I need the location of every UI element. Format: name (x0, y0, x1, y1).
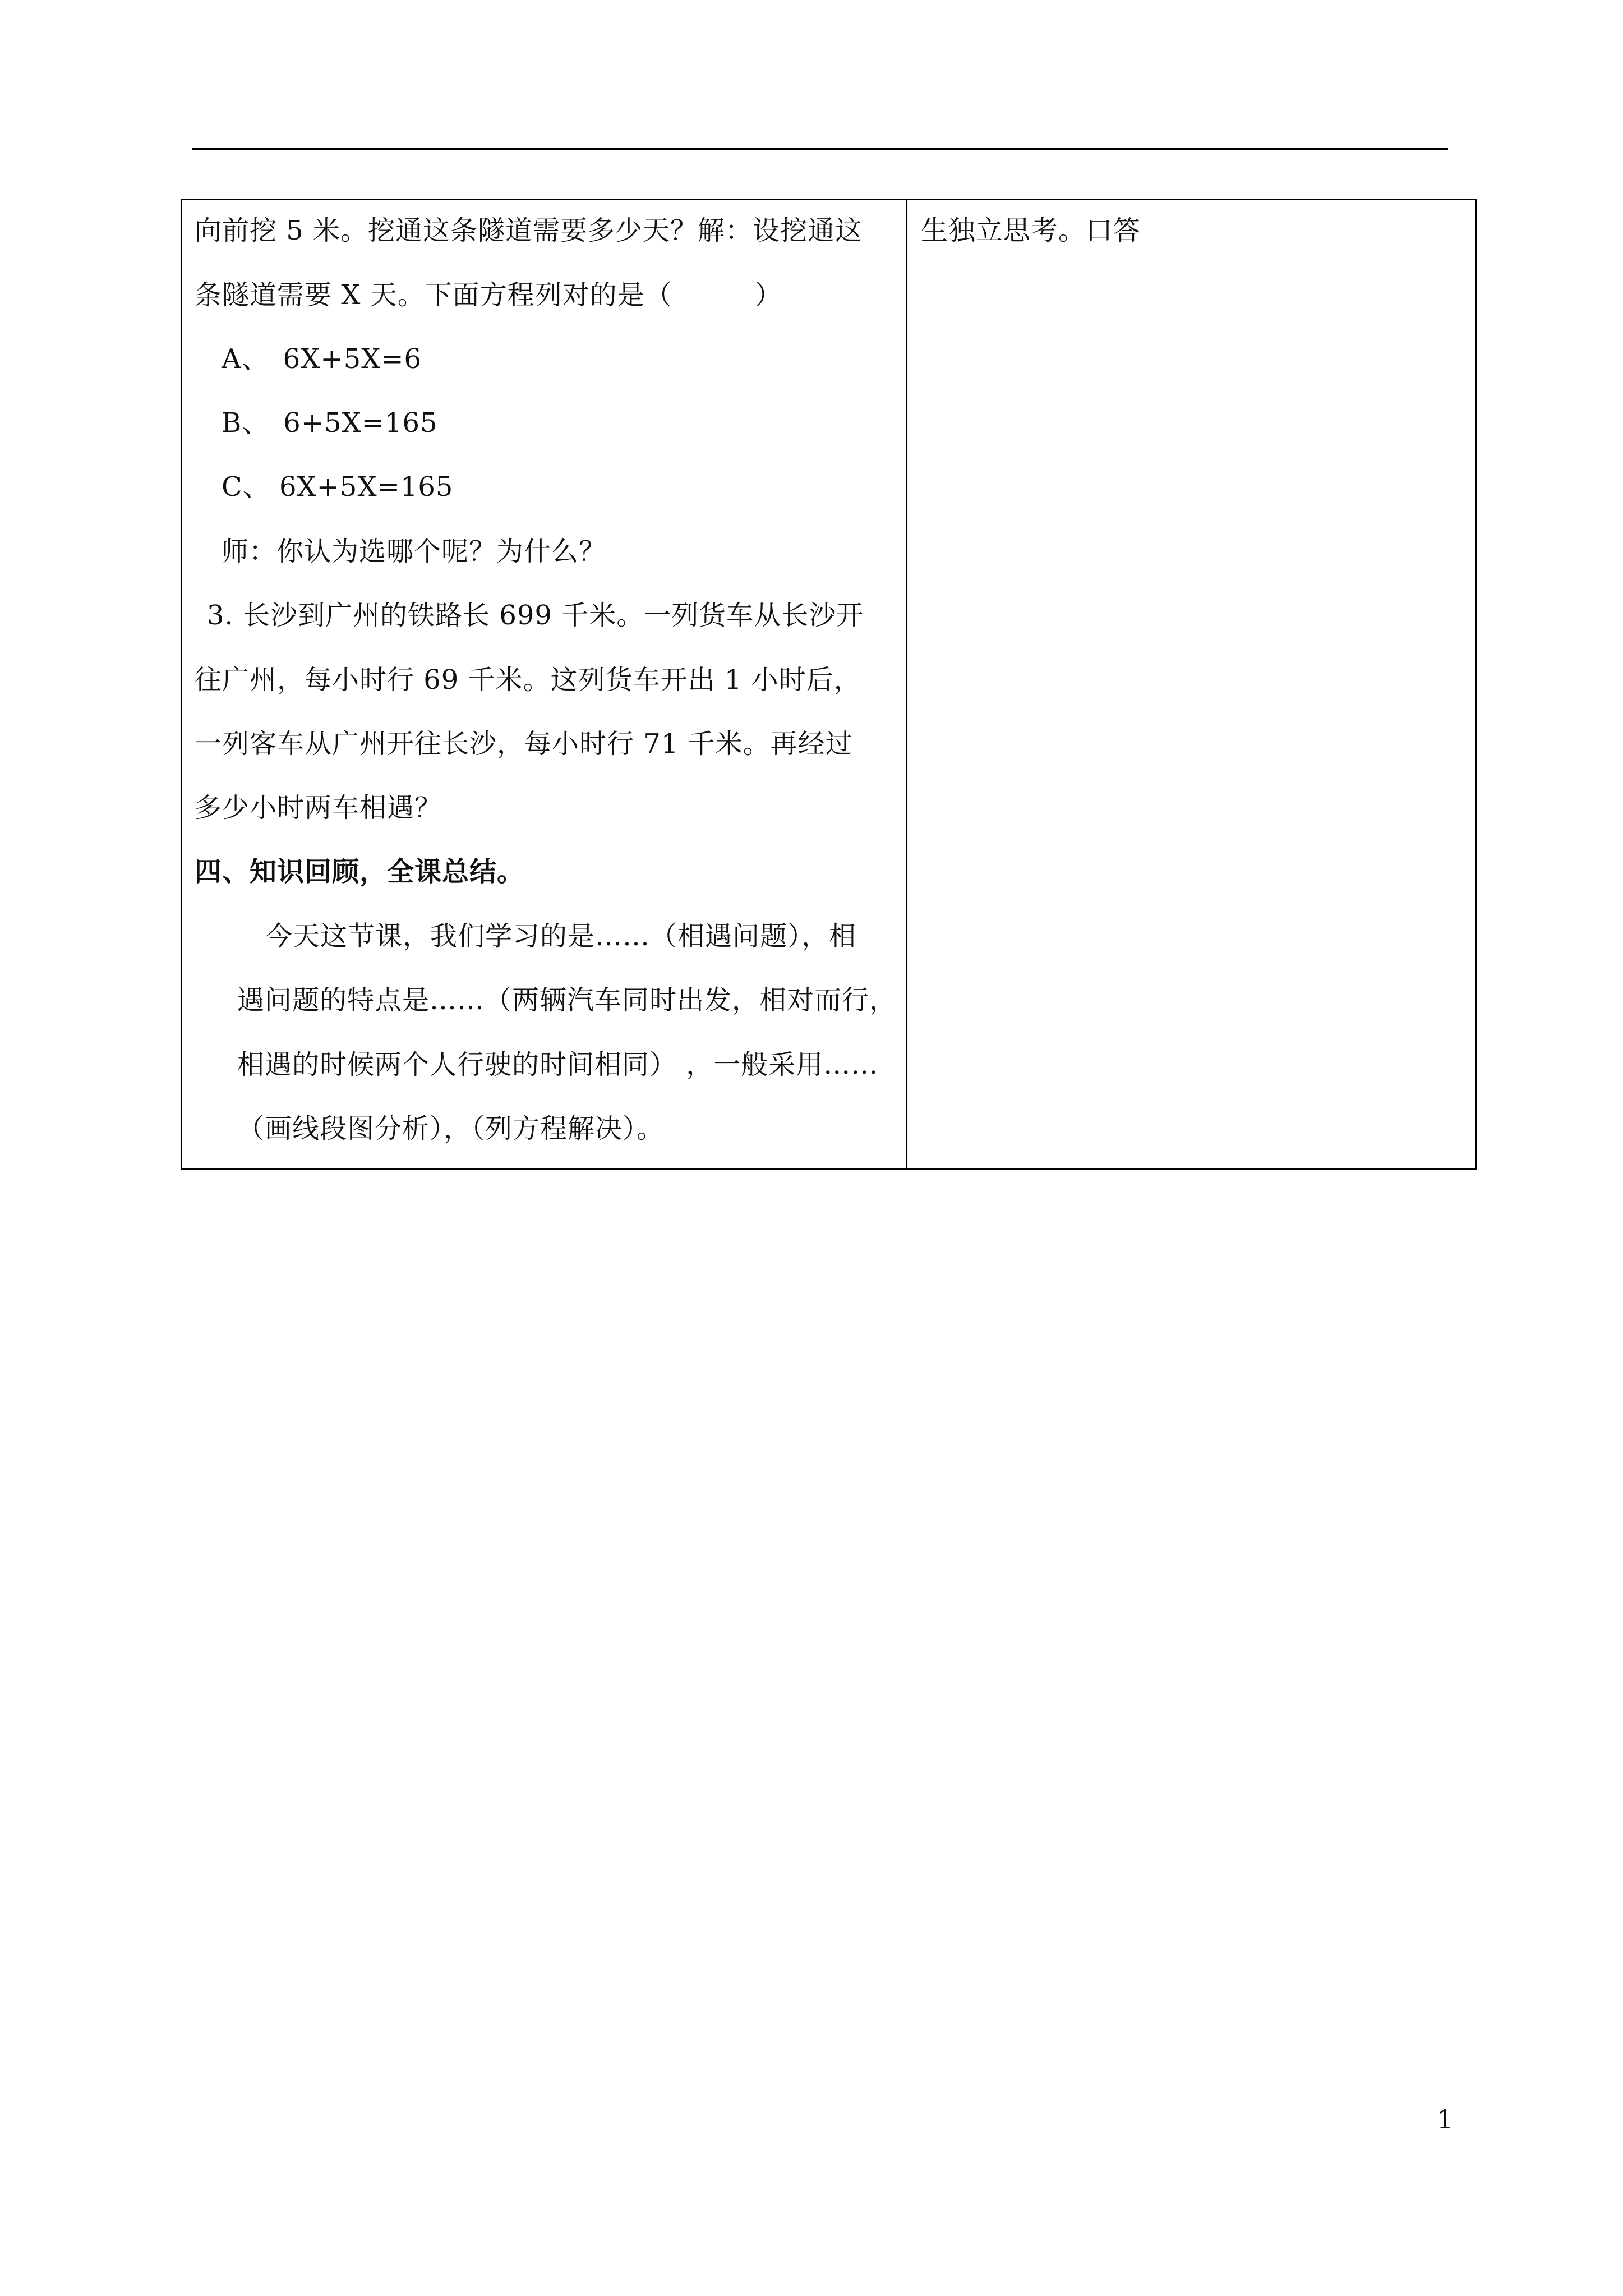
student-activity-cell (907, 200, 1476, 1169)
page-number: 1 (1437, 2104, 1454, 2134)
header-rule (192, 148, 1448, 150)
summary-line: （画线段图分析），（列方程解决）。 (237, 1113, 665, 1144)
table-row (182, 200, 1476, 1169)
section-heading: 四、知识回顾，全课总结。 (195, 856, 525, 887)
option-b: B、 6+5X=165 (222, 407, 438, 439)
option-a: A、 6X+5X=6 (222, 343, 422, 375)
teaching-content-cell (182, 200, 907, 1169)
problem-3-line: 3. 长沙到广州的铁路长 699 千米。一列货车从长沙开 (207, 600, 864, 631)
summary-line: 遇问题的特点是……（两辆汽车同时出发，相对而行， (237, 984, 897, 1016)
problem-3-line: 往广州，每小时行 69 千米。这列货车开出 1 小时后， (195, 664, 861, 696)
teacher-question: 师：你认为选哪个呢？为什么？ (222, 536, 607, 567)
problem-3-line: 一列客车从广州开往长沙，每小时行 71 千米。再经过 (195, 728, 853, 760)
problem-3-line: 多少小时两车相遇？ (195, 792, 442, 823)
student-activity-text: 生独立思考。口答 (921, 215, 1141, 246)
content-line: 条隧道需要 X 天。下面方程列对的是（ ） (195, 279, 782, 311)
lesson-table (181, 199, 1477, 1170)
summary-line: 相遇的时候两个人行驶的时间相同） ，一般采用…… (237, 1049, 879, 1080)
option-c: C、 6X+5X=165 (222, 471, 454, 503)
content-line: 向前挖 5 米。挖通这条隧道需要多少天？解：设挖通这 (195, 215, 863, 246)
summary-line: 今天这节课，我们学习的是……（相遇问题），相 (265, 921, 857, 952)
